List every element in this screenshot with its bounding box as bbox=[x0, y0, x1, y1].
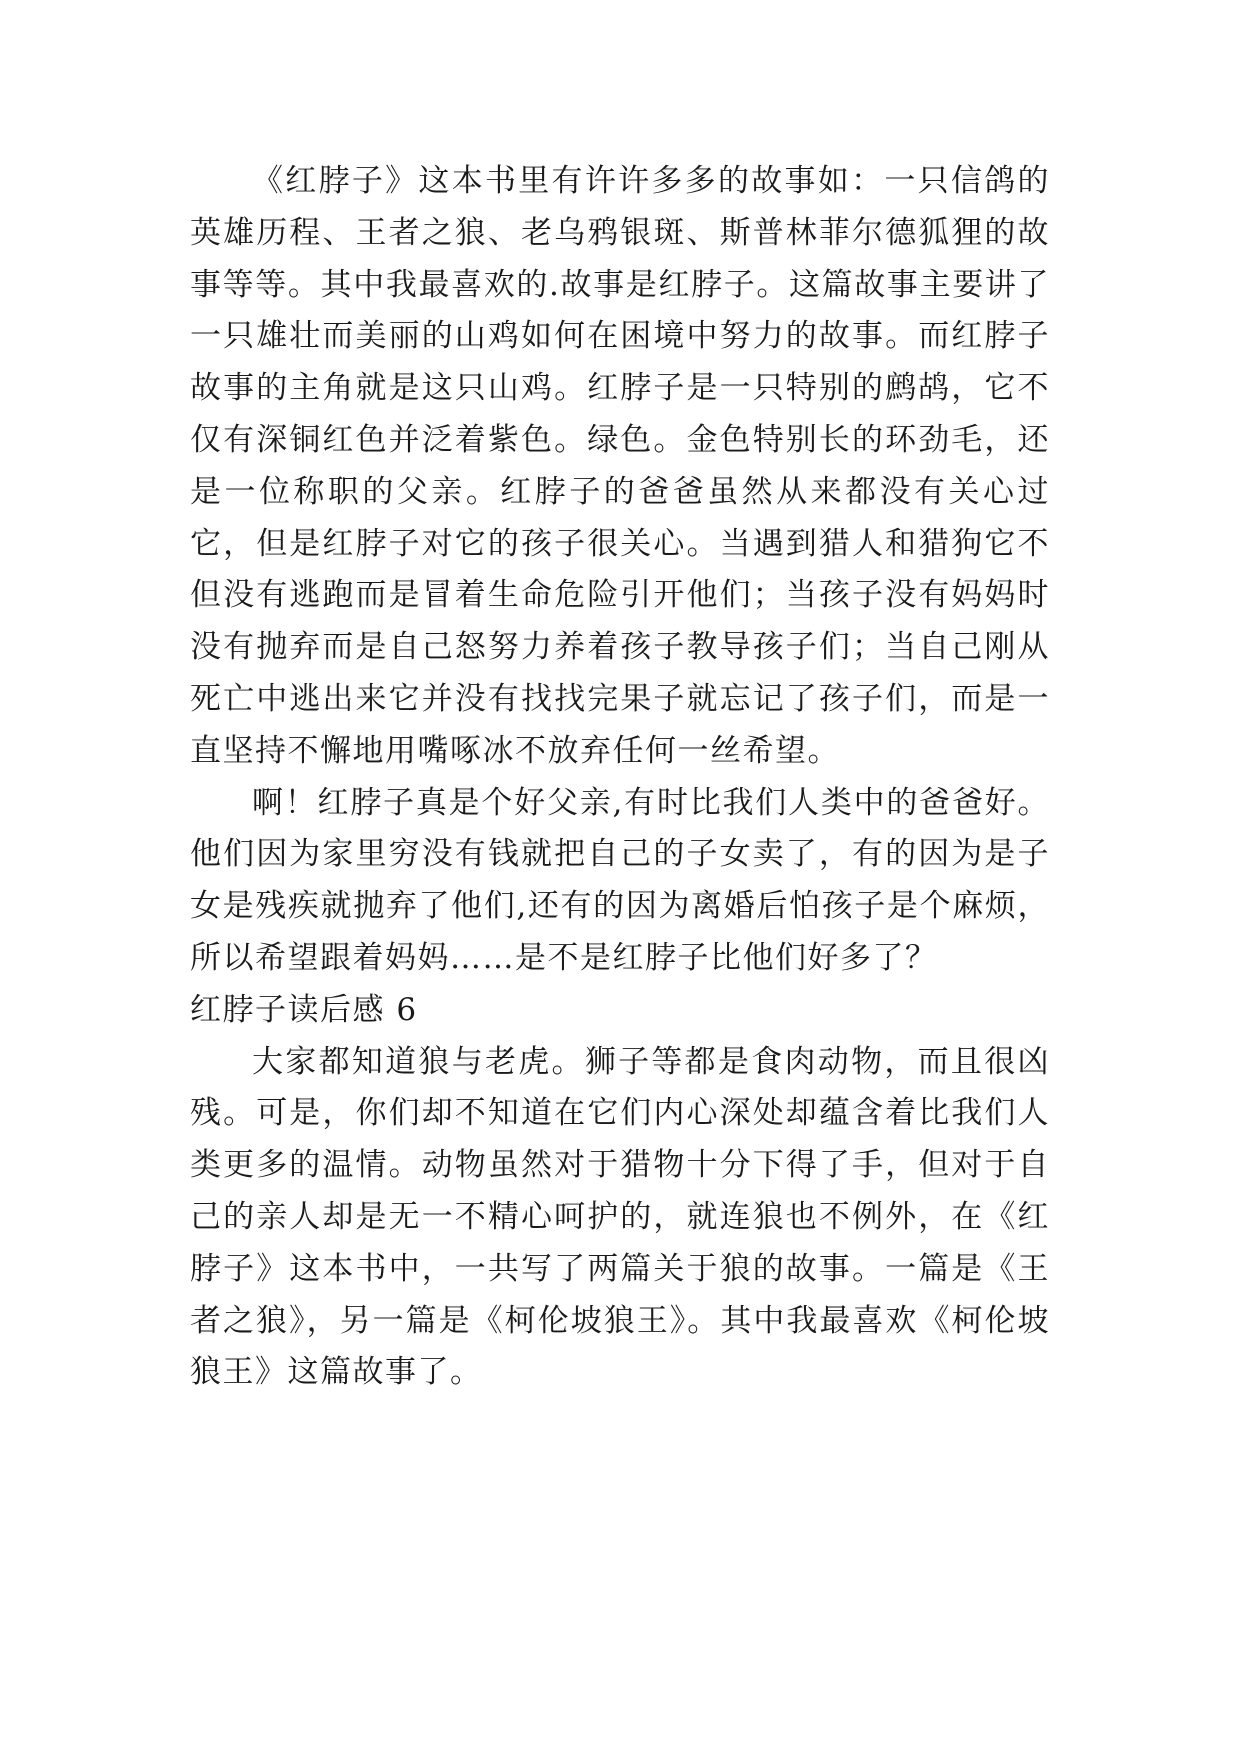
paragraph-red-neck-stories: 《红脖子》这本书里有许许多多的故事如：一只信鸽的英雄历程、王者之狼、老乌鸦银斑、斯普林菲尔德狐狸的故事等等。其中我最喜欢的.故事是红脖子。这篇故事主要讲了一只雄壮而美丽的山鸡如何在困境中努力的故事。而红脖子故事的主角就是这只山鸡。红脖子是一只特别的鹧鸪，它不仅有深铜红色并泛着紫色。绿色。金色特别长的环劲毛，还是一位称职的父亲。红脖子的爸爸虽然从来都没有关心过它，但是红脖子对它的孩子很关心。当遇到猎人和猎狗它不但没有逃跑而是冒着生命危险引开他们；当孩子没有妈妈时没有抛弃而是自己怒努力养着孩子教导孩子们；当自己刚从死亡中逃出来它并没有找找完果子就忘记了孩子们，而是一直坚持不懈地用嘴啄冰不放弃任何一丝希望。 bbox=[190, 163, 1050, 769]
section-heading: 红脖子读后感 6 bbox=[190, 991, 418, 1028]
paragraph-wolves: 大家都知道狼与老虎。狮子等都是食肉动物，而且很凶残。可是，你们却不知道在它们内心深处却蕴含着比我们人类更多的温情。动物虽然对于猎物十分下得了手，但对于自己的亲人却是无一不精心呵护的，就连狼也不例外，在《红脖子》这本书中，一共写了两篇关于狼的故事。一篇是《王者之狼》，另一篇是《柯伦坡狼王》。其中我最喜欢《柯伦坡狼王》这篇故事了。 bbox=[190, 1043, 1050, 1391]
document-body bbox=[190, 156, 1050, 1399]
paragraph-good-father: 啊！红脖子真是个好父亲,有时比我们人类中的爸爸好。他们因为家里穷没有钱就把自己的子女卖了，有的因为是子女是残疾就抛弃了他们,还有的因为离婚后怕孩子是个麻烦，所以希望跟着妈妈……是不是红脖子比他们好多了？ bbox=[190, 784, 1050, 976]
